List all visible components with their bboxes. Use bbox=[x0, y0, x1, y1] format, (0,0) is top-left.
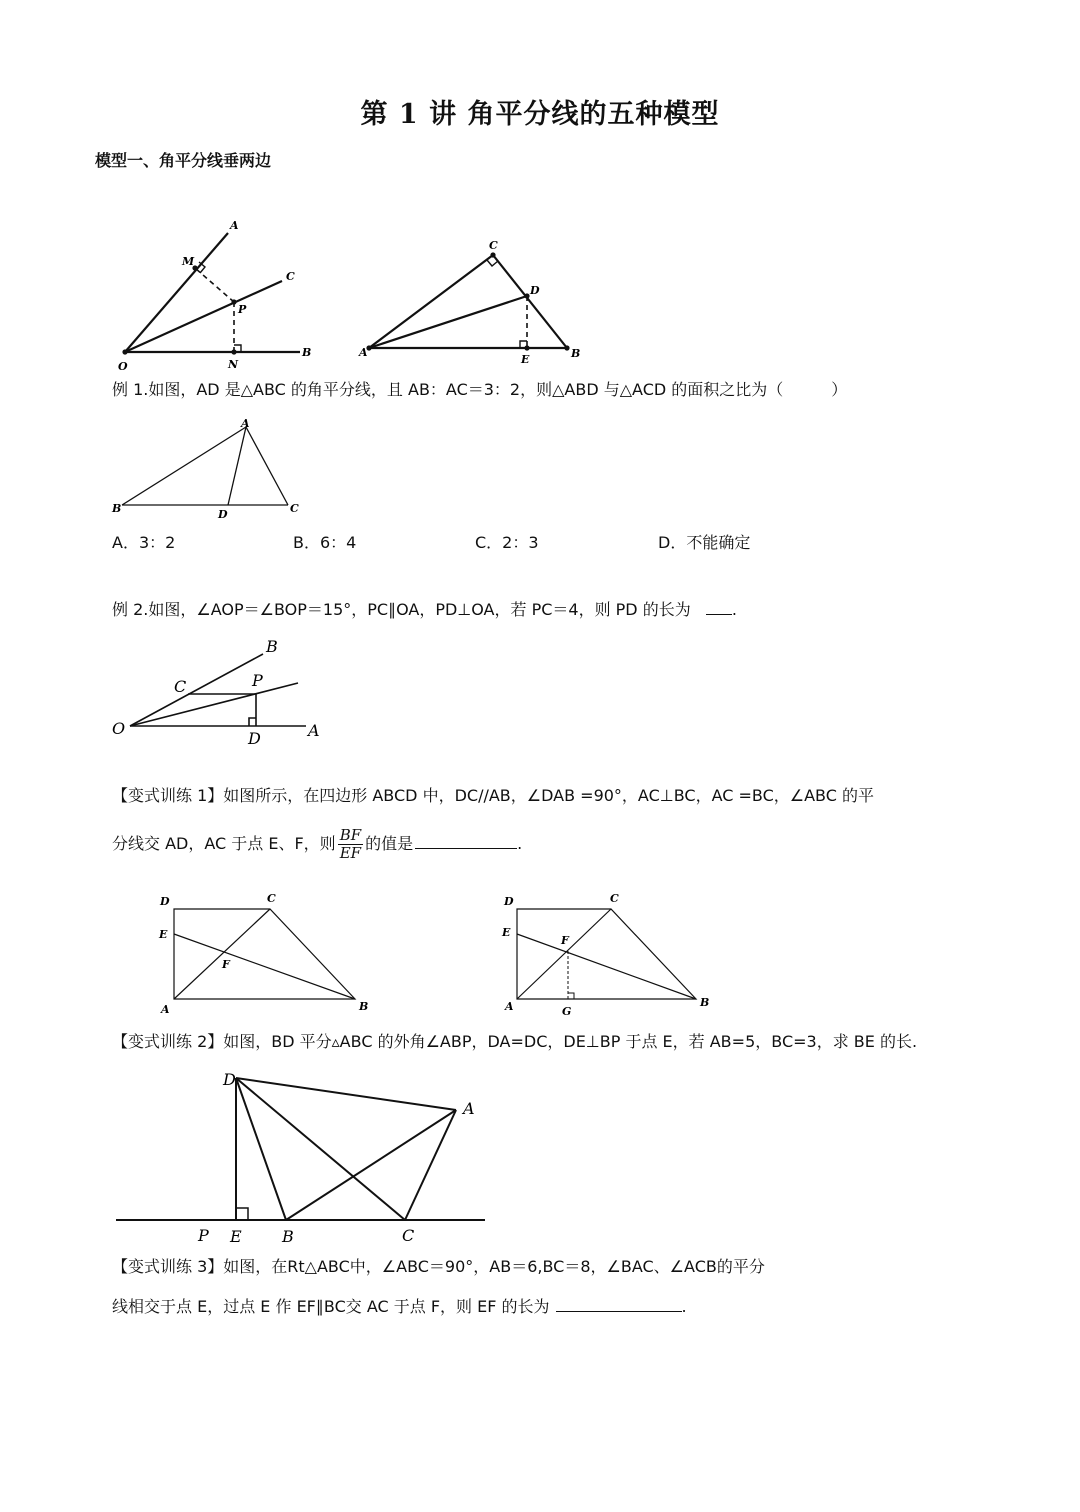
label-m: M bbox=[182, 255, 195, 268]
label-a: A bbox=[230, 219, 239, 232]
example-2-end: . bbox=[731, 600, 737, 619]
label-b: B bbox=[302, 346, 312, 359]
option-d: D．不能确定 bbox=[658, 533, 751, 552]
example-1-question: 例 1.如图，AD 是△ABC 的角平分线，且 AB：AC＝3：2，则△ABD 与△ACD 的面积之比为（ ） bbox=[112, 380, 848, 399]
label-e: E bbox=[502, 926, 511, 939]
label-g: G bbox=[562, 1005, 572, 1018]
label-n: N bbox=[228, 358, 239, 371]
fraction-bf-ef bbox=[338, 827, 363, 862]
label-d: D bbox=[504, 895, 514, 908]
label-e: E bbox=[159, 928, 168, 941]
label-e: E bbox=[521, 353, 530, 366]
label-o: O bbox=[118, 360, 128, 373]
label-f: F bbox=[222, 958, 230, 971]
label-c: C bbox=[402, 1226, 415, 1245]
label-c: C bbox=[489, 239, 498, 252]
answer-blank bbox=[706, 614, 732, 615]
variation-3-end: . bbox=[681, 1297, 687, 1316]
option-b: B．6：4 bbox=[293, 533, 357, 552]
label-d: D bbox=[223, 1070, 236, 1089]
label-p: P bbox=[238, 303, 247, 316]
label-a: A bbox=[505, 1000, 514, 1013]
label-o: O bbox=[112, 719, 126, 738]
label-d: D bbox=[218, 508, 228, 521]
figure-angle-bisector-model bbox=[110, 215, 320, 375]
label-a: A bbox=[161, 1003, 170, 1016]
label-c: C bbox=[174, 677, 187, 696]
label-a: A bbox=[241, 417, 250, 430]
label-b: B bbox=[282, 1227, 294, 1246]
figure-example-2 bbox=[108, 632, 333, 750]
label-b: B bbox=[266, 637, 278, 656]
label-b: B bbox=[700, 996, 710, 1009]
label-b: B bbox=[112, 502, 122, 515]
figure-variation-1-b bbox=[495, 888, 725, 1018]
label-d: D bbox=[248, 729, 261, 748]
label-a: A bbox=[463, 1099, 475, 1118]
example-2-question bbox=[112, 598, 737, 622]
label-p: P bbox=[252, 671, 263, 690]
label-c: C bbox=[267, 892, 276, 905]
fraction-denominator: EF bbox=[339, 844, 362, 862]
figure-right-triangle-bisector bbox=[355, 235, 590, 370]
label-c: C bbox=[286, 270, 295, 283]
variation-3-line-2-text: 线相交于点 E，过点 E 作 EF∥BC交 AC 于点 F，则 EF 的长为 bbox=[112, 1297, 550, 1316]
example-2-text: 例 2.如图，∠AOP＝∠BOP＝15°，PC∥OA，PD⊥OA，若 PC＝4，则 PD 的长为 bbox=[112, 600, 691, 619]
variation-1-line-2-suffix: 的值是 bbox=[365, 834, 414, 853]
ray-oa bbox=[125, 233, 228, 352]
answer-blank bbox=[556, 1311, 682, 1312]
label-e: E bbox=[230, 1227, 242, 1246]
option-a: A．3：2 bbox=[112, 533, 176, 552]
dashed-pm bbox=[195, 268, 234, 302]
label-a: A bbox=[308, 721, 320, 740]
label-d: D bbox=[530, 284, 540, 297]
figure-variation-1-a bbox=[150, 888, 380, 1018]
ray-oc bbox=[125, 281, 282, 352]
variation-3-line-1: 【变式训练 3】如图，在Rt△ABC中，∠ABC＝90°，AB＝6,BC＝8，∠BAC、∠ACB的平分 bbox=[112, 1257, 765, 1276]
page-title: 第 1 讲 角平分线的五种模型 bbox=[360, 99, 720, 130]
variation-1-line-2 bbox=[112, 824, 522, 864]
label-c: C bbox=[610, 892, 619, 905]
fraction-numerator: BF bbox=[339, 826, 362, 844]
label-p: P bbox=[198, 1226, 209, 1245]
section-heading: 模型一、角平分线垂两边 bbox=[95, 151, 272, 170]
option-c: C．2：3 bbox=[475, 533, 539, 552]
label-f: F bbox=[561, 934, 569, 947]
label-b: B bbox=[571, 347, 581, 360]
answer-blank bbox=[415, 848, 517, 849]
label-b: B bbox=[359, 1000, 369, 1013]
label-d: D bbox=[160, 895, 170, 908]
variation-1-line-2-text: 分线交 AD，AC 于点 E、F，则 bbox=[112, 834, 336, 853]
label-c: C bbox=[290, 502, 299, 515]
variation-3-line-2 bbox=[112, 1295, 687, 1319]
variation-1-line-1: 【变式训练 1】如图所示，在四边形 ABCD 中，DC//AB，∠DAB =90°，AC⊥BC，AC =BC，∠ABC 的平 bbox=[112, 786, 875, 805]
figure-example-1 bbox=[110, 415, 310, 525]
label-a: A bbox=[359, 346, 368, 359]
variation-2-question: 【变式训练 2】如图，BD 平分▵ABC 的外角∠ABP，DA=DC，DE⊥BP 于点 E，若 AB=5，BC=3，求 BE 的长. bbox=[112, 1032, 918, 1051]
variation-1-end: . bbox=[517, 834, 523, 853]
figure-variation-2 bbox=[110, 1062, 490, 1247]
